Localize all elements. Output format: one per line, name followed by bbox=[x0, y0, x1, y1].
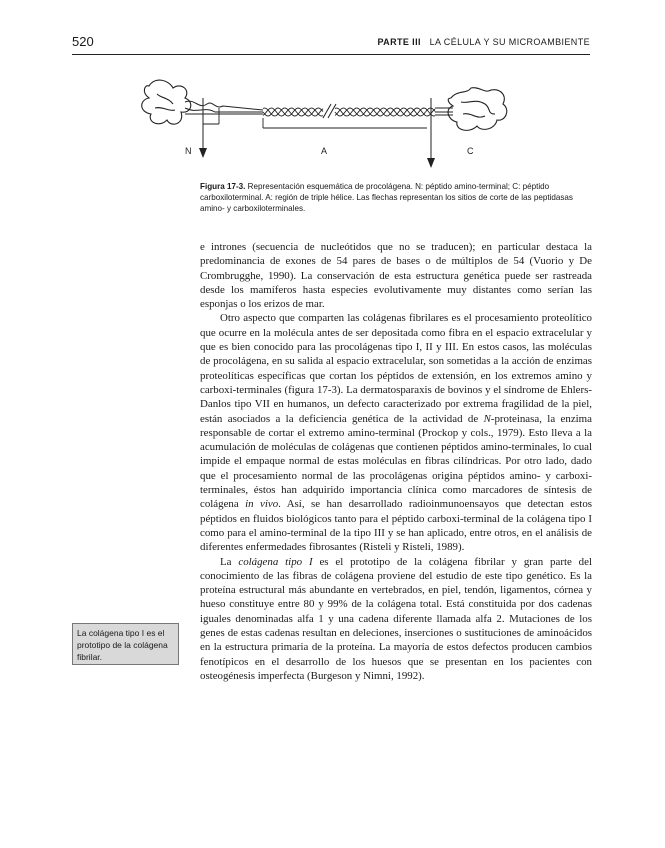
paragraph-2 bbox=[200, 311, 592, 554]
procollagen-diagram bbox=[135, 68, 591, 178]
paragraph-3-part-a: La bbox=[220, 555, 239, 568]
paragraph-2-part-a: Otro aspecto que comparten las colágenas fibrilares es el procesamiento proteolítico que ocurre en la molécula antes de ser depositada como fibra en el espacio extracelular y que es bien conocido para las procolágenas tipo I, II y III. En estos casos, las moléculas de procolágena, en su salida al espacio extracelular, son sometidas a la acción de enzimas proteolíticas específicas que cortan los péptidos de extensión, en los extremos amino y carboxi-terminales (figura 17-3). La dermatosparaxis de bovinos y el síndrome de Ehlers-Danlos tipo VII en humanos, un defecto caracterizado por extrema fragilidad de la piel, están asociados a la deficiencia genética de la actividad de bbox=[200, 312, 592, 425]
paragraph-3-italic: colágena tipo I bbox=[238, 555, 313, 568]
running-head bbox=[377, 37, 590, 47]
triple-helix-right bbox=[335, 108, 435, 116]
paragraph-2-part-b: -proteinasa, la enzima responsable de cortar el extremo amino-terminal (Prockop y cols., 1979). Esto lleva a la acumulación de moléculas de colágenas que contienen péptidos amino-terminales, lo cual impide el empaque normal de estas moléculas en fibras cilíndricas. Por otro lado, dado que el procesamiento normal de las procolágenas origina péptidos amino- y carboxi-terminales, éstos han adquirido importancia clínica como marcadores de síntesis de colágena bbox=[200, 412, 592, 511]
triple-helix-left bbox=[263, 108, 323, 116]
n-terminal-globule bbox=[142, 80, 191, 124]
body-text bbox=[200, 240, 592, 683]
label-c: C bbox=[467, 146, 474, 156]
n-propeptide bbox=[185, 101, 263, 114]
page-number: 520 bbox=[72, 34, 94, 49]
c-propeptide bbox=[435, 108, 453, 115]
figure-caption bbox=[200, 181, 592, 214]
paragraph-2-italic-invivo: in vivo bbox=[245, 498, 279, 511]
c-terminal-globule bbox=[448, 88, 507, 131]
caption-label: Figura 17-3. bbox=[200, 182, 246, 191]
procollagen-figure bbox=[135, 68, 591, 178]
region-a-bracket bbox=[263, 118, 427, 128]
paragraph-3-part-b: es el prototipo de la colágena fibrilar y gran parte del conocimiento de las fibras de colágena proviene del estudio de este tipo genético. Es la proteína estructural más abundante en vertebrados, en piel, tendón, ligamentos, córnea y hueso constituye entre 80 y 99% de la colágena total. Está constituida por dos cadenas iguales denominadas alfa 1 y una cadena diferente llamada alfa 2. Mutaciones de los genes de estas cadenas resultan en deleciones, inserciones o sustituciones de aminoácidos en la estructura primaria de la proteína. La mayoría de estos defectos producen cambios fenotípicos en el desarrollo de los huesos que se presentan en los pacientes con osteogénesis imperfecta (Burgeson y Nimni, 1992). bbox=[200, 555, 592, 682]
caption-text: Representación esquemática de procolágena. N: péptido amino-terminal; C: péptido carboxiloterminal. A: región de triple hélice. Las flechas representan los sitios de corte de las peptidasas amino- y carboxiloterminales. bbox=[200, 182, 573, 213]
paragraph-2-italic-n: N bbox=[483, 412, 491, 425]
paragraph-2-part-c: . Así, se han desarrollado radioinmunoensayos que detectan estos péptidos en fluidos biológicos tanto para el péptido carboxi-terminal de la colágena tipo I como para el amino-terminal de la tipo III y se han aplicado, entre otros, en el análisis de diferentes enfermedades fibrosantes (Risteli y Risteli, 1989). bbox=[200, 498, 593, 554]
part-label: PARTE III bbox=[377, 37, 421, 47]
section-title: LA CÉLULA Y SU MICROAMBIENTE bbox=[429, 37, 590, 47]
page-header bbox=[72, 34, 590, 55]
label-n: N bbox=[185, 146, 192, 156]
break-mark bbox=[323, 104, 336, 118]
paragraph-3 bbox=[200, 555, 592, 684]
margin-note: La colágena tipo I es el prototipo de la colágena fibrilar. bbox=[72, 623, 179, 665]
cleavage-arrow-n bbox=[199, 98, 207, 158]
label-a: A bbox=[321, 146, 328, 156]
paragraph-1: e intrones (secuencia de nucleótidos que no se traducen); en particular destaca la predominancia de exones de 54 pares de bases o de múltiplos de 54 (Vuorio y De Crombrugghe, 1990). La conservación de esta estructura genética puede ser rastreada desde los mamíferos hasta especies evolutivamente muy distantes como serían las esponjas o los erizos de mar. bbox=[200, 241, 592, 311]
